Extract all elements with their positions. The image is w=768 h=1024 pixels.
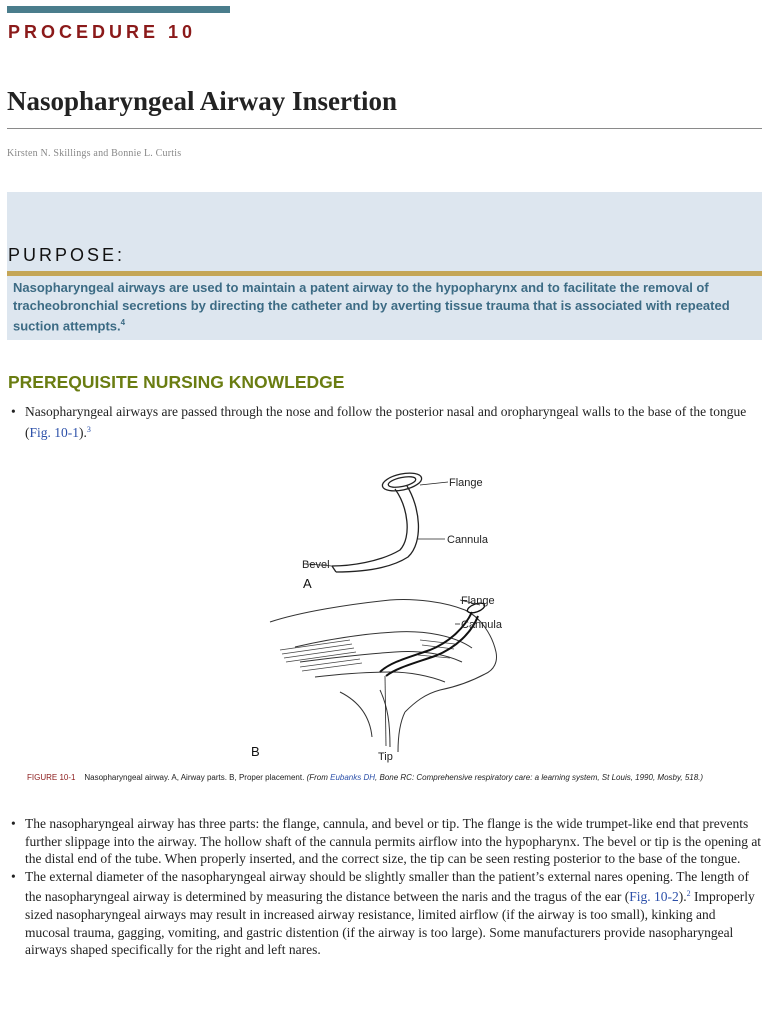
label-bevel: Bevel	[302, 559, 330, 571]
purpose-body: Nasopharyngeal airways are used to maintain a patent airway to the hypopharynx and to facilitate the removal of tracheobronchial secretions by directing the catheter and by averting tissue trauma that is associated with repeated suction attempts.	[13, 280, 730, 334]
label-flange-b: Flange	[461, 595, 495, 607]
list-item	[8, 403, 753, 441]
label-letter-a: A	[303, 576, 312, 591]
header-accent-bar	[7, 6, 230, 13]
airway-device-drawing	[332, 470, 423, 572]
purpose-heading: PURPOSE:	[8, 245, 126, 265]
label-letter-b: B	[251, 744, 260, 759]
label-flange-a: Flange	[449, 477, 483, 489]
citation-text: (From	[306, 773, 331, 782]
purpose-text	[13, 279, 758, 335]
figure-10-1-link[interactable]: Fig. 10-1	[29, 424, 80, 440]
title-divider	[7, 128, 762, 129]
reference-link[interactable]: 2	[686, 889, 691, 899]
bullet-text: The external diameter of the nasopharyngeal airway should be slightly smaller than the patient’s external nares opening. The length of the nasopharyngeal airway is determined by measuring the distance between the naris and the tragus of the ear (	[25, 868, 750, 905]
authors: Kirsten N. Skillings and Bonnie L. Curtis	[7, 148, 182, 159]
prerequisite-heading: PREREQUISITE NURSING KNOWLEDGE	[8, 372, 345, 392]
reference-link[interactable]: 3	[86, 424, 91, 434]
purpose-reference: 4	[120, 318, 126, 327]
citation-text: , Bone RC: Comprehensive respiratory care: a learning system, St Louis, 1990, Mosby, 518.)	[375, 773, 704, 782]
figure-10-2-link[interactable]: Fig. 10-2	[629, 889, 679, 905]
figure-caption	[27, 772, 762, 783]
bullet-text: ).	[79, 424, 87, 440]
caption-citation	[307, 773, 704, 782]
label-cannula-b: Cannula	[461, 619, 502, 631]
list-item	[8, 868, 763, 959]
label-cannula-a: Cannula	[447, 534, 488, 546]
citation-link[interactable]: Eubanks DH	[330, 773, 376, 782]
bullet-text: ).	[678, 889, 687, 905]
bullet-text: Nasopharyngeal airways are passed through the nose and follow the posterior nasal and oropharyngeal walls to the base of the tongue (	[25, 404, 747, 440]
page-title: Nasopharyngeal Airway Insertion	[7, 86, 398, 116]
bullet-text: The nasopharyngeal airway has three parts: the flange, cannula, and bevel or tip. The flange is the wide trumpet-like end that prevents further slippage into the airway. The hollow shaft of the cannula permits airflow into the hypopharynx. The bevel or tip is the opening at the distal end of the tube. When properly inserted, and the correct size, the tip can be seen resting posterior to the base of the tongue.	[25, 816, 762, 867]
purpose-divider	[7, 271, 762, 276]
bullet-text: Improperly sized nasopharyngeal airways may result in increased airway resistance, limited airflow (if the airway is too small), kinking and mucosal trauma, gagging, vomiting, and gastric distention (if the airway is too large). Some manufacturers provide nasopharyngeal airways shaped specifically for the right and left nares.	[25, 889, 755, 958]
prerequisite-list-bottom	[8, 815, 763, 959]
procedure-label: PROCEDURE 10	[8, 22, 197, 42]
list-item	[8, 815, 763, 868]
figure-10-1-illustration	[240, 462, 530, 767]
caption-text: Nasopharyngeal airway. A, Airway parts. B, Proper placement.	[84, 773, 305, 782]
label-tip: Tip	[378, 751, 393, 763]
prerequisite-list-top	[8, 403, 753, 441]
figure-number: FIGURE 10-1	[27, 773, 76, 782]
